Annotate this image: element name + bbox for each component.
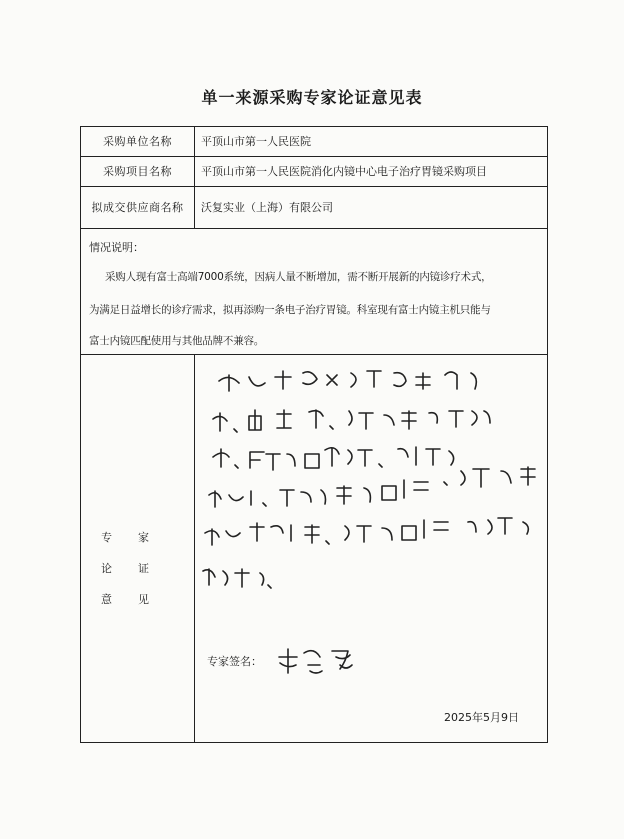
project-value: 平顶山市第一人民医院消化内镜中心电子治疗胃镜采购项目: [201, 165, 487, 178]
row-supplier: [81, 187, 547, 229]
supplier-label: 拟成交供应商名称: [81, 187, 195, 228]
row-purchaser: [81, 127, 547, 157]
row-project: [81, 157, 547, 187]
opinion-label-column: [81, 355, 195, 742]
opinion-label-line: 意见: [101, 593, 175, 606]
opinion-label-line: 专家: [101, 531, 175, 544]
situation-line: 采购人现有富士高端7000系统，因病人量不断增加，需不断开展新的内镜诊疗术式，: [105, 271, 492, 283]
purchaser-label: 采购单位名称: [81, 127, 195, 156]
opinion-label-line: 论证: [101, 562, 175, 575]
situation-heading: 情况说明：: [89, 241, 144, 254]
handwritten-opinion-image: [199, 361, 547, 611]
purchaser-value: 平顶山市第一人民医院: [201, 135, 311, 148]
form-table: [80, 126, 548, 743]
signature-image: [273, 635, 373, 685]
situation-section: [81, 229, 547, 355]
opinion-section: [81, 355, 547, 742]
date: 2025年5月9日: [444, 711, 519, 724]
situation-line: 为满足日益增长的诊疗需求，拟再添购一条电子治疗胃镜。科室现有富士内镜主机只能与: [89, 304, 491, 316]
signature-label: 专家签名：: [207, 655, 262, 668]
project-label: 采购项目名称: [81, 157, 195, 186]
supplier-value: 沃复实业（上海）有限公司: [201, 201, 333, 214]
situation-line: 富士内镜匹配使用与其他品牌不兼容。: [89, 335, 265, 347]
page-title: 单一来源采购专家论证意见表: [201, 88, 423, 107]
